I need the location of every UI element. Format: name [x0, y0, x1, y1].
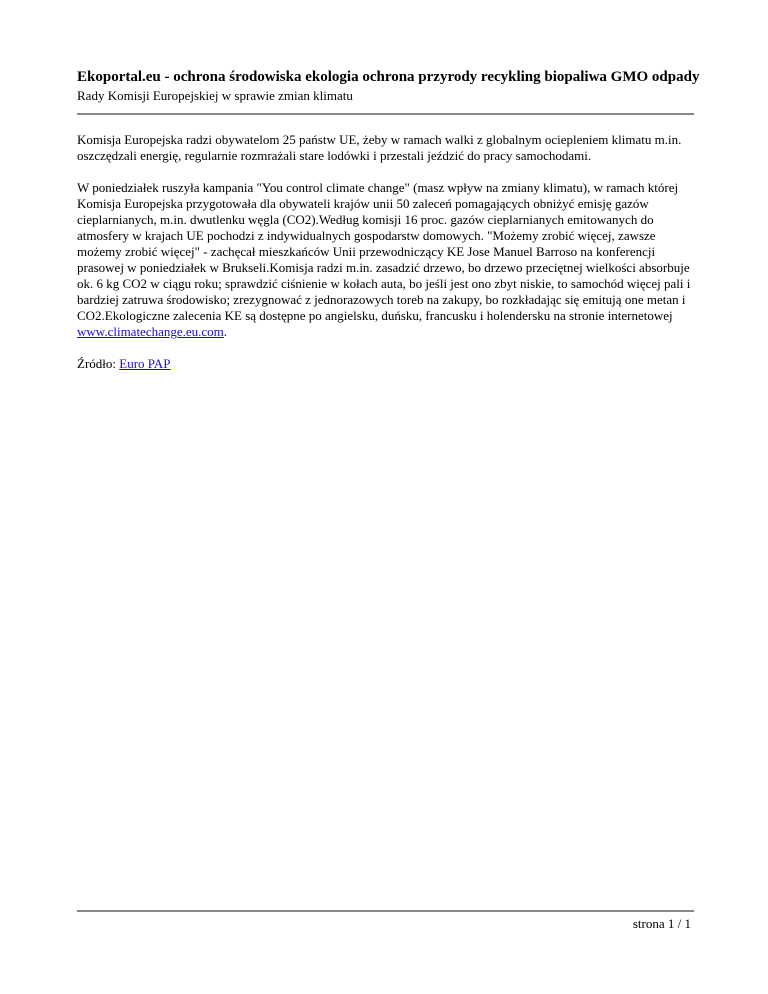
page-header	[77, 68, 700, 104]
climatechange-link[interactable]: www.climatechange.eu.com	[77, 324, 224, 339]
header-divider	[77, 113, 694, 115]
article-paragraph-2	[77, 180, 697, 340]
article-body	[77, 132, 697, 388]
article-paragraph-2-text: W poniedziałek ruszyła kampania "You control climate change" (masz wpływ na zmiany klimatu), w ramach której Komisja Europejska przygotowała dla obywateli krajów unii 50 zaleceń pomagających obniżyć emisję gazów cieplarnianych, m.in. dwutlenku węgla (CO2).Według komisji 16 proc. gazów cieplarnianych emitowanych do atmosfery w krajach UE pochodzi z indywidualnych gospodarstw domowych. "Możemy zrobić więcej, zawsze możemy zrobić więcej" - zachęcał mieszkańców Unii przewodniczący KE Jose Manuel Barroso na konferencji prasowej w poniedziałek w Brukseli.Komisja radzi m.in. zasadzić drzewo, bo drzewo przeciętnej wielkości absorbuje ok. 6 kg CO2 w ciągu roku; sprawdzić ciśnienie w kołach auta, bo jeśli jest ono zbyt niskie, to samochód więcej pali i bardziej zatruwa środowisko; zrezygnować z jednorazowych toreb na zakupy, bo rozkładając się emitują one metan i CO2.Ekologiczne zalecenia KE są dostępne po angielsku, duńsku, francusku i holendersku na stronie internetowej	[77, 180, 691, 323]
article-paragraph-2-end: .	[223, 324, 228, 339]
source-link[interactable]: Euro PAP	[119, 356, 171, 371]
footer-divider	[77, 910, 694, 912]
site-title: Ekoportal.eu - ochrona środowiska ekologia ochrona przyrody recykling biopaliwa GMO odpady	[77, 69, 700, 85]
article-title: Rady Komisji Europejskiej w sprawie zmian klimatu	[77, 88, 353, 103]
page-number: strona 1 / 1	[632, 916, 691, 931]
article-paragraph-1: Komisja Europejska radzi obywatelom 25 państw UE, żeby w ramach walki z globalnym ociepleniem klimatu m.in. oszczędzali energię, regularnie rozmrażali stare lodówki i przestali jeździć do pracy samochodami.	[77, 132, 682, 163]
source-line	[77, 356, 697, 372]
source-label: Źródło:	[77, 356, 120, 371]
